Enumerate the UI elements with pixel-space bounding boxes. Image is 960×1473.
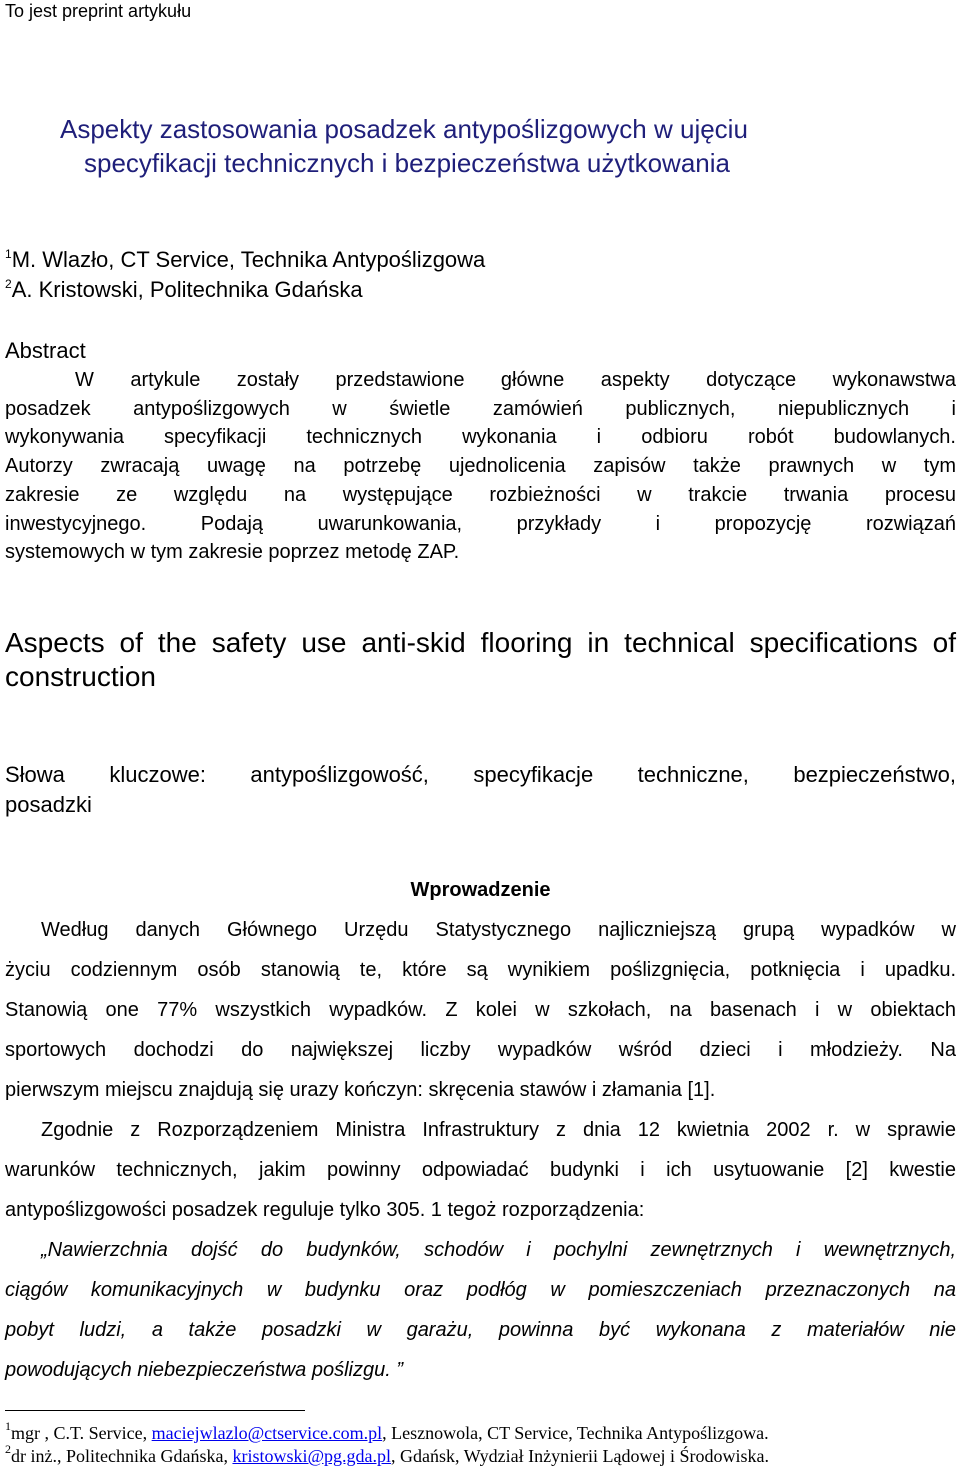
abstract-line: W artykule zostały przedstawione główne aspekty dotyczące wykonawstwa [75,369,956,391]
footnotes [5,1419,956,1468]
abstract-line: posadzek antypoślizgowych w świetle zamówień publicznych, niepublicznych i [5,397,956,420]
abstract-line: systemowych w tym zakresie poprzez metodę ZAP. [5,541,460,564]
footnote-2-sup: 2 [5,1442,11,1456]
quote-line: pobyt ludzi, a także posadzki w garażu, powinna być wykonana z materiałów nie [5,1319,956,1341]
intro-paragraph-1 [5,910,956,1110]
body-line: Według danych Głównego Urzędu Statystycznego najliczniejszą grupą wypadków w [41,919,956,941]
author-1-text: M. Wlazło, CT Service, Technika Antypoślizgowa [11,247,486,272]
author-2-sup: 2 [5,277,12,291]
author-1-sup: 1 [5,247,12,261]
footnote-1 [5,1419,956,1445]
footnote-1-sup: 1 [5,1419,11,1433]
paper-title [60,112,940,180]
body-line: życiu codziennym osób stanowią te, które są wynikiem poślizgnięcia, potknięcia i upadku. [5,959,956,981]
english-title-line-1: Aspects of the safety use anti-skid flooring in technical specifications of [5,627,956,658]
keywords [5,760,956,820]
body-line: warunków technicznych, jakim powinny odpowiadać budynki i ich usytuowanie [2] kwestie [5,1159,956,1181]
quote-line: powodujących niebezpieczeństwa poślizgu. ” [5,1359,404,1381]
footnote-2-email-link[interactable]: kristowski@pg.gda.pl [232,1446,392,1466]
abstract-line: wykonywania specyfikacji technicznych wykonania i odbioru robót budowlanych. [5,426,956,449]
intro-paragraph-2 [5,1110,956,1230]
quote-line: ciągów komunikacyjnych w budynku oraz podłóg w pomieszczeniach przeznaczonych na [5,1279,956,1301]
abstract-line: Autorzy zwracają uwagę na potrzebę ujednolicenia zapisów także prawnych w tym [5,455,956,478]
footnote-2-after: , Gdańsk, Wydział Inżynierii Lądowej i Środowiska. [391,1446,770,1466]
author-2 [5,275,956,305]
body-line: pierwszym miejscu znajdują się urazy kończyn: skręcenia stawów i złamania [1]. [5,1079,716,1101]
title-line-1: Aspekty zastosowania posadzek antypoślizgowych w ujęciu [60,114,748,144]
author-2-text: A. Kristowski, Politechnika Gdańska [11,277,363,302]
quote-line: „Nawierzchnia dojść do budynków, schodów i pochylni zewnętrznych i wewnętrznych, [41,1239,956,1261]
english-title-line-2: construction [5,661,156,692]
footnote-2-before: dr inż., Politechnika Gdańska, [11,1446,233,1466]
author-list [5,245,956,305]
english-title [5,626,956,694]
title-line-2: specyfikacji technicznych i bezpieczeństwa użytkowania [84,148,730,178]
author-1 [5,245,956,275]
preprint-note: To jest preprint artykułu [5,1,192,21]
keywords-line-1: Słowa kluczowe: antypoślizgowość, specyfikacje techniczne, bezpieczeństwo, [5,762,956,787]
abstract-heading: Abstract [5,338,86,363]
abstract-line: inwestycyjnego. Podają uwarunkowania, przykłady i propozycję rozwiązań [5,512,956,535]
abstract-text [5,366,956,567]
regulation-quote [5,1230,956,1390]
footnote-1-email-link[interactable]: maciejwlazlo@ctservice.com.pl [151,1423,383,1443]
section-heading-intro: Wprowadzenie [410,879,551,901]
body-line: sportowych dochodzi do największej liczby wypadków wśród dzieci i młodzieży. Na [5,1039,956,1061]
footnote-1-after: , Lesznowola, CT Service, Technika Antypoślizgowa. [382,1423,769,1443]
body-line: antypoślizgowości posadzek reguluje tylko 305. 1 tegoż rozporządzenia: [5,1199,645,1221]
abstract-line: zakresie ze względu na występujące rozbieżności w trakcie trwania procesu [5,483,956,506]
body-line: Stanowią one 77% wszystkich wypadków. Z kolei w szkołach, na basenach i w obiektach [5,999,956,1021]
footnote-1-before: mgr , C.T. Service, [11,1423,152,1443]
footnote-2 [5,1442,956,1468]
footnote-separator [5,1410,305,1411]
keywords-line-2: posadzki [5,792,92,817]
body-line: Zgodnie z Rozporządzeniem Ministra Infrastruktury z dnia 12 kwietnia 2002 r. w sprawie [41,1119,956,1141]
